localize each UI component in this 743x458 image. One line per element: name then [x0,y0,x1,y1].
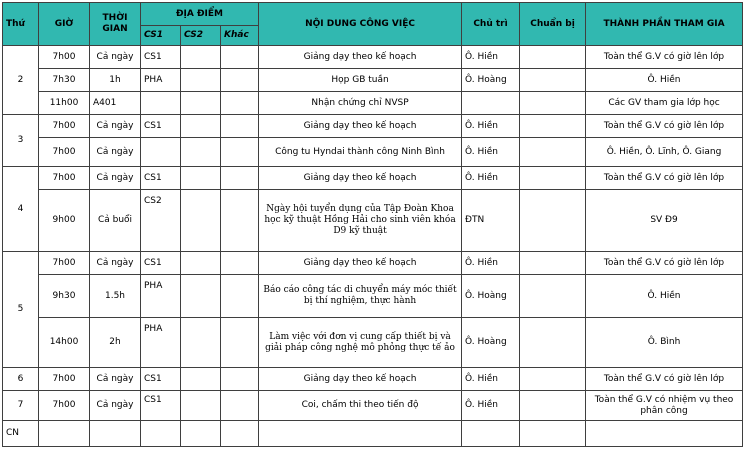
participants-cell: Ô. Hiền [586,275,743,318]
header-location: ĐỊA ĐIỂM [141,3,259,26]
cs2-cell [181,190,221,252]
duration-cell: Cả ngày [90,252,141,275]
table-row [3,391,743,421]
cs1-cell: CS1 [141,391,181,421]
chair-cell: Ô. Hiền [462,115,520,138]
header-time: GIỜ [39,3,90,46]
table-row [3,167,743,190]
table-row [3,275,743,318]
duration-cell [90,421,141,447]
prepare-cell [520,138,586,167]
day-cell: 4 [3,167,39,252]
other-cell [221,391,259,421]
cs1-cell [141,421,181,447]
cs2-cell [181,368,221,391]
day-cell: 2 [3,46,39,115]
prepare-cell [520,391,586,421]
participants-cell: Toàn thể G.V có giờ lên lớp [586,368,743,391]
prepare-cell [520,115,586,138]
chair-cell: Ô. Hiền [462,252,520,275]
duration-cell: Cả ngày [90,167,141,190]
content-cell [259,421,462,447]
cs1-cell: CS1 [141,46,181,69]
table-row [3,92,743,115]
duration-cell: 1h [90,69,141,92]
participants-cell: Toàn thể G.V có giờ lên lớp [586,252,743,275]
cs2-cell [181,92,221,115]
other-cell [221,252,259,275]
time-cell: 7h00 [39,368,90,391]
other-cell [221,138,259,167]
content-cell: Công tu Hyndai thành công Ninh Bình [259,138,462,167]
other-cell [221,421,259,447]
chair-cell: Ô. Hiền [462,46,520,69]
cs1-cell: CS1 [141,167,181,190]
table-row [3,115,743,138]
time-cell: 7h00 [39,46,90,69]
content-cell: Ngày hội tuyển dụng của Tập Đoàn Khoa học kỹ thuật Hồng Hải cho sinh viên khóa D9 kỹ thuật [259,190,462,252]
content-cell: Nhận chứng chỉ NVSP [259,92,462,115]
content-cell: Giảng dạy theo kế hoạch [259,46,462,69]
prepare-cell [520,275,586,318]
day-cell: 6 [3,368,39,391]
cs2-cell [181,115,221,138]
header-loc-cs2: CS2 [181,26,221,46]
header-loc-cs1: CS1 [141,26,181,46]
duration-cell: Cả ngày [90,46,141,69]
time-cell: 9h00 [39,190,90,252]
other-cell [221,368,259,391]
cs2-cell [181,391,221,421]
cs2-cell [181,275,221,318]
header-participants: THÀNH PHẦN THAM GIA [586,3,743,46]
duration-cell: Cả buổi [90,190,141,252]
content-cell: Giảng dạy theo kế hoạch [259,368,462,391]
participants-cell: Toàn thể G.V có giờ lên lớp [586,46,743,69]
cs1-cell: PHA [141,69,181,92]
other-cell [221,46,259,69]
table-row [3,138,743,167]
table-row [3,368,743,391]
cs2-cell [181,167,221,190]
duration-cell: Cả ngày [90,115,141,138]
table-row [3,318,743,368]
time-cell: 7h00 [39,391,90,421]
participants-cell: Toàn thể G.V có giờ lên lớp [586,115,743,138]
time-cell: 7h00 [39,252,90,275]
chair-cell: Ô. Hiền [462,167,520,190]
chair-cell: Ô. Hiền [462,368,520,391]
participants-cell: SV Đ9 [586,190,743,252]
chair-cell: ĐTN [462,190,520,252]
prepare-cell [520,92,586,115]
chair-cell: Ô. Hoàng [462,69,520,92]
other-cell [221,69,259,92]
prepare-cell [520,318,586,368]
header-day: Thứ [3,3,39,46]
cs2-cell [181,318,221,368]
cs2-cell [181,69,221,92]
day-cell: 5 [3,252,39,368]
header-content: NỘI DUNG CÔNG VIỆC [259,3,462,46]
day-cell: 7 [3,391,39,421]
cs2-cell [181,46,221,69]
prepare-cell [520,190,586,252]
cs1-cell: PHA [141,318,181,368]
participants-cell: Toàn thể G.V có giờ lên lớp [586,167,743,190]
cs1-cell [141,92,181,115]
table-body [3,46,743,447]
participants-cell: Toàn thể G.V có nhiệm vụ theo phân công [586,391,743,421]
prepare-cell [520,421,586,447]
cs2-cell [181,252,221,275]
participants-cell: Các GV tham gia lớp học [586,92,743,115]
chair-cell: Ô. Hiền [462,138,520,167]
chair-cell: Ô. Hoàng [462,318,520,368]
other-cell [221,275,259,318]
content-cell: Báo cáo công tác di chuyển máy móc thiết bị thí nghiệm, thực hành [259,275,462,318]
duration-cell: Cả ngày [90,138,141,167]
cs1-cell: CS1 [141,368,181,391]
header-prepare: Chuẩn bị [520,3,586,46]
cs1-cell: PHA [141,275,181,318]
time-cell: 7h30 [39,69,90,92]
content-cell: Họp GB tuần [259,69,462,92]
prepare-cell [520,252,586,275]
time-cell: 9h30 [39,275,90,318]
time-cell: 7h00 [39,138,90,167]
cs1-cell: CS1 [141,252,181,275]
cs2-cell [181,421,221,447]
header-chair: Chủ trì [462,3,520,46]
cs1-cell [141,138,181,167]
table-row [3,69,743,92]
other-cell [221,92,259,115]
table-row [3,190,743,252]
other-cell [221,115,259,138]
header-loc-other: Khác [221,26,259,46]
table-row [3,252,743,275]
prepare-cell [520,69,586,92]
duration-cell: 2h [90,318,141,368]
header-duration [90,3,141,46]
content-cell: Giảng dạy theo kế hoạch [259,167,462,190]
content-cell: Làm việc với đơn vị cung cấp thiết bị và giải pháp công nghệ mô phỏng thực tế ảo [259,318,462,368]
header-duration-line2: GIAN [102,24,128,34]
participants-cell: Ô. Hiền, Ô. Lĩnh, Ô. Giang [586,138,743,167]
schedule-table [2,2,743,447]
time-cell: 7h00 [39,167,90,190]
day-cell: 3 [3,115,39,167]
time-cell [39,421,90,447]
content-cell: Giảng dạy theo kế hoạch [259,252,462,275]
chair-cell: Ô. Hoàng [462,275,520,318]
cs1-cell: CS1 [141,115,181,138]
duration-cell: Cả ngày [90,368,141,391]
participants-cell: Ô. Hiền [586,69,743,92]
chair-cell [462,92,520,115]
cs2-cell [181,138,221,167]
prepare-cell [520,46,586,69]
day-cell: CN [3,421,39,447]
time-cell: 11h00 [39,92,90,115]
cs1-cell: CS2 [141,190,181,252]
chair-cell [462,421,520,447]
table-row [3,46,743,69]
prepare-cell [520,167,586,190]
content-cell: Coi, chấm thi theo tiến độ [259,391,462,421]
duration-cell: Cả ngày [90,391,141,421]
time-cell: 7h00 [39,115,90,138]
duration-cell: 1.5h [90,275,141,318]
content-cell: Giảng dạy theo kế hoạch [259,115,462,138]
other-cell [221,167,259,190]
header-duration-line1: THỜI [102,13,128,23]
table-header [3,3,743,46]
other-cell [221,318,259,368]
other-cell [221,190,259,252]
chair-cell: Ô. Hiền [462,391,520,421]
participants-cell: Ô. Bình [586,318,743,368]
prepare-cell [520,368,586,391]
time-cell: 14h00 [39,318,90,368]
participants-cell [586,421,743,447]
table-row [3,421,743,447]
duration-cell: A401 [90,92,141,115]
